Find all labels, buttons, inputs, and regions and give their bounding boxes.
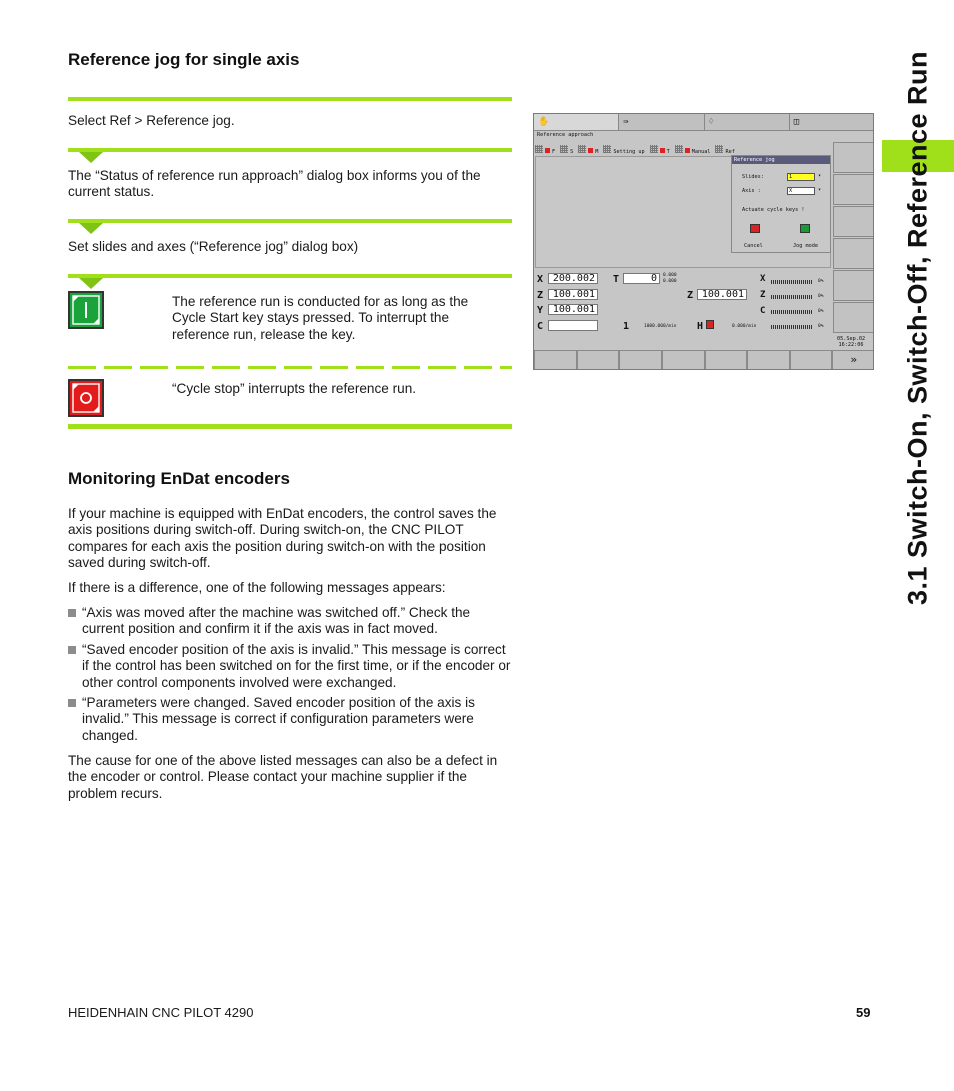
slides-field[interactable]: 1 xyxy=(787,173,815,181)
tool-t-value: 0 xyxy=(623,273,660,284)
load-meter-x xyxy=(771,280,813,284)
list-item: “Saved encoder position of the axis is invalid.” This message is correct if the control has been switched on for the first time, or if the encoder or other control components involved were exchanged. xyxy=(68,642,512,691)
tool-t-label: T xyxy=(613,274,620,285)
soft-key[interactable] xyxy=(790,350,833,370)
horizontal-soft-keys xyxy=(534,350,874,370)
message-list xyxy=(68,605,512,748)
cnc-tab-manual-icon[interactable]: ✋ xyxy=(534,114,619,130)
axis-field[interactable]: X xyxy=(787,187,815,195)
soft-key[interactable] xyxy=(833,206,874,237)
cycle-start-key-icon xyxy=(68,291,104,329)
axis-c-label: C xyxy=(537,321,544,332)
list-item: “Axis was moved after the machine was switched off.” Check the current position and confirm it if the axis was in fact moved. xyxy=(68,605,512,638)
cnc-menu-m[interactable]: M xyxy=(578,145,598,155)
meter-c-label: C xyxy=(760,306,766,316)
step-arrow-icon xyxy=(79,152,103,163)
status-icon xyxy=(588,148,593,153)
spindle-stop-icon xyxy=(706,320,714,329)
section-heading-endat: Monitoring EnDat encoders xyxy=(68,469,290,488)
load-meter-z xyxy=(771,295,813,299)
step-select-ref: Select Ref > Reference jog. xyxy=(68,113,235,128)
step-set-slides: Set slides and axes (“Reference jog” dialog box) xyxy=(68,239,359,254)
load-meter-c xyxy=(771,310,813,314)
grid-icon xyxy=(650,145,658,153)
tool-offset-2: 0.000 xyxy=(663,279,677,284)
endat-intro: If your machine is equipped with EnDat encoders, the control saves the axis positions during switch-off. During switch-on, the CNC PILOT compares for each axis the position during switch-on with the position saved during switch-off. xyxy=(68,506,497,571)
cycle-stop-key-icon xyxy=(68,379,104,417)
soft-key[interactable] xyxy=(833,270,874,301)
step-divider xyxy=(68,274,512,278)
cnc-menu-t[interactable]: T xyxy=(650,145,670,155)
cnc-menu-ref[interactable]: Ref xyxy=(715,145,734,155)
chevron-down-icon[interactable]: ▾ xyxy=(818,173,822,179)
status-icon xyxy=(545,148,550,153)
cnc-menu-bar xyxy=(535,144,831,155)
endat-difference: If there is a difference, one of the following messages appears: xyxy=(68,580,446,595)
feed-value-2: 0.000/min xyxy=(732,324,757,329)
bullet-square-icon xyxy=(68,699,76,707)
status-icon xyxy=(660,148,665,153)
more-softkeys-button[interactable]: » xyxy=(832,350,874,370)
meter-x-label: X xyxy=(760,274,766,284)
axis-y-value: 100.001 xyxy=(548,304,598,315)
cnc-tab-automatic-icon[interactable]: ⇛ xyxy=(619,114,704,130)
cycle-start-icon[interactable] xyxy=(800,224,810,233)
soft-key[interactable] xyxy=(833,142,874,173)
cnc-tab-programming-icon[interactable]: ♢ xyxy=(705,114,790,130)
soft-key[interactable] xyxy=(833,302,874,333)
meter-z-label: Z xyxy=(760,290,766,300)
step-arrow-icon xyxy=(79,223,103,234)
feed-value-1: 1000.000/min xyxy=(644,324,677,329)
cnc-date: 05.Sep.02 xyxy=(837,336,866,342)
reference-jog-dialog xyxy=(731,155,831,253)
grid-icon xyxy=(560,145,568,153)
actuate-label: Actuate cycle keys ! xyxy=(742,207,805,213)
status-icon xyxy=(685,148,690,153)
cnc-menu-setting-up[interactable]: Setting up xyxy=(603,145,644,155)
load-meter-spindle xyxy=(771,325,813,329)
tool-offset-1: 0.000 xyxy=(663,273,677,278)
endat-cause: The cause for one of the above listed messages can also be a defect in the encoder or control. Please contact your machine supplier if the problem recurs. xyxy=(68,753,498,801)
cnc-mode-title: Reference approach xyxy=(537,132,594,138)
load-meter-z-pct: 0% xyxy=(818,294,824,299)
step-status-dialog: The “Status of reference run approach” dialog box informs you of the current status. xyxy=(68,168,481,200)
cnc-mode-tabs xyxy=(534,114,874,131)
bullet-square-icon xyxy=(68,609,76,617)
chevron-down-icon[interactable]: ▾ xyxy=(818,187,822,193)
load-meter-spindle-pct: 0% xyxy=(818,324,824,329)
cnc-menu-s[interactable]: S xyxy=(560,145,573,155)
cnc-tab-organization-icon[interactable]: ◫ xyxy=(790,114,874,130)
axis-x-label: X xyxy=(537,274,544,285)
section-heading-reference-jog: Reference jog for single axis xyxy=(68,50,300,69)
axis-z2-value: 100.001 xyxy=(697,289,747,300)
axis-z-value: 100.001 xyxy=(548,289,598,300)
step-arrow-icon xyxy=(79,278,103,289)
cnc-menu-manual[interactable]: Manual xyxy=(675,145,711,155)
grid-icon xyxy=(535,145,543,153)
soft-key[interactable] xyxy=(833,238,874,269)
axis-z-label: Z xyxy=(537,290,544,301)
cnc-menu-f[interactable]: F xyxy=(535,145,555,155)
soft-key[interactable] xyxy=(577,350,620,370)
footer-product: HEIDENHAIN CNC PILOT 4290 xyxy=(68,1005,254,1020)
cnc-date-time xyxy=(837,336,865,348)
axis-label: Axis : xyxy=(742,188,761,194)
step-cycle-start: The reference run is conducted for as long as the Cycle Start key stays pressed. To interrupt the reference run, release the key. xyxy=(172,294,469,342)
vertical-soft-keys xyxy=(833,142,874,342)
soft-key[interactable] xyxy=(747,350,790,370)
axis-c-value xyxy=(548,320,598,331)
grid-icon xyxy=(675,145,683,153)
step-divider xyxy=(68,97,512,101)
soft-key[interactable] xyxy=(534,350,577,370)
step-divider xyxy=(68,219,512,223)
section-end-divider xyxy=(68,424,512,429)
page-number: 59 xyxy=(856,1005,871,1020)
step-dashed-divider xyxy=(68,366,512,369)
soft-key[interactable] xyxy=(705,350,748,370)
slide-number: 1 xyxy=(623,321,630,332)
cycle-stop-icon[interactable] xyxy=(750,224,760,233)
grid-icon xyxy=(603,145,611,153)
load-meter-x-pct: 0% xyxy=(818,279,824,284)
grid-icon xyxy=(715,145,723,153)
cnc-time: 16:22:06 xyxy=(838,342,864,348)
axis-z2-label: Z xyxy=(687,290,694,301)
step-divider xyxy=(68,148,512,152)
grid-icon xyxy=(578,145,586,153)
dialog-title: Reference jog xyxy=(732,156,830,164)
axis-y-label: Y xyxy=(537,305,544,316)
bullet-square-icon xyxy=(68,646,76,654)
slides-label: Slides: xyxy=(742,174,764,180)
soft-key[interactable] xyxy=(619,350,662,370)
soft-key[interactable] xyxy=(833,174,874,205)
chapter-side-title: 3.1 Switch-On, Switch-Off, Reference Run xyxy=(902,50,933,606)
cnc-screen-screenshot xyxy=(533,113,874,370)
soft-key[interactable] xyxy=(662,350,705,370)
list-item: “Parameters were changed. Saved encoder position of the axis is invalid.” This message is correct if configuration parameters were changed. xyxy=(68,695,512,744)
load-meter-c-pct: 0% xyxy=(818,309,824,314)
spindle-h-label: H xyxy=(697,321,704,332)
axis-x-value: 200.002 xyxy=(548,273,598,284)
jog-mode-button[interactable]: Jog mode xyxy=(793,243,818,249)
step-cycle-stop: “Cycle stop” interrupts the reference run. xyxy=(172,381,417,396)
cancel-button[interactable]: Cancel xyxy=(744,243,763,249)
